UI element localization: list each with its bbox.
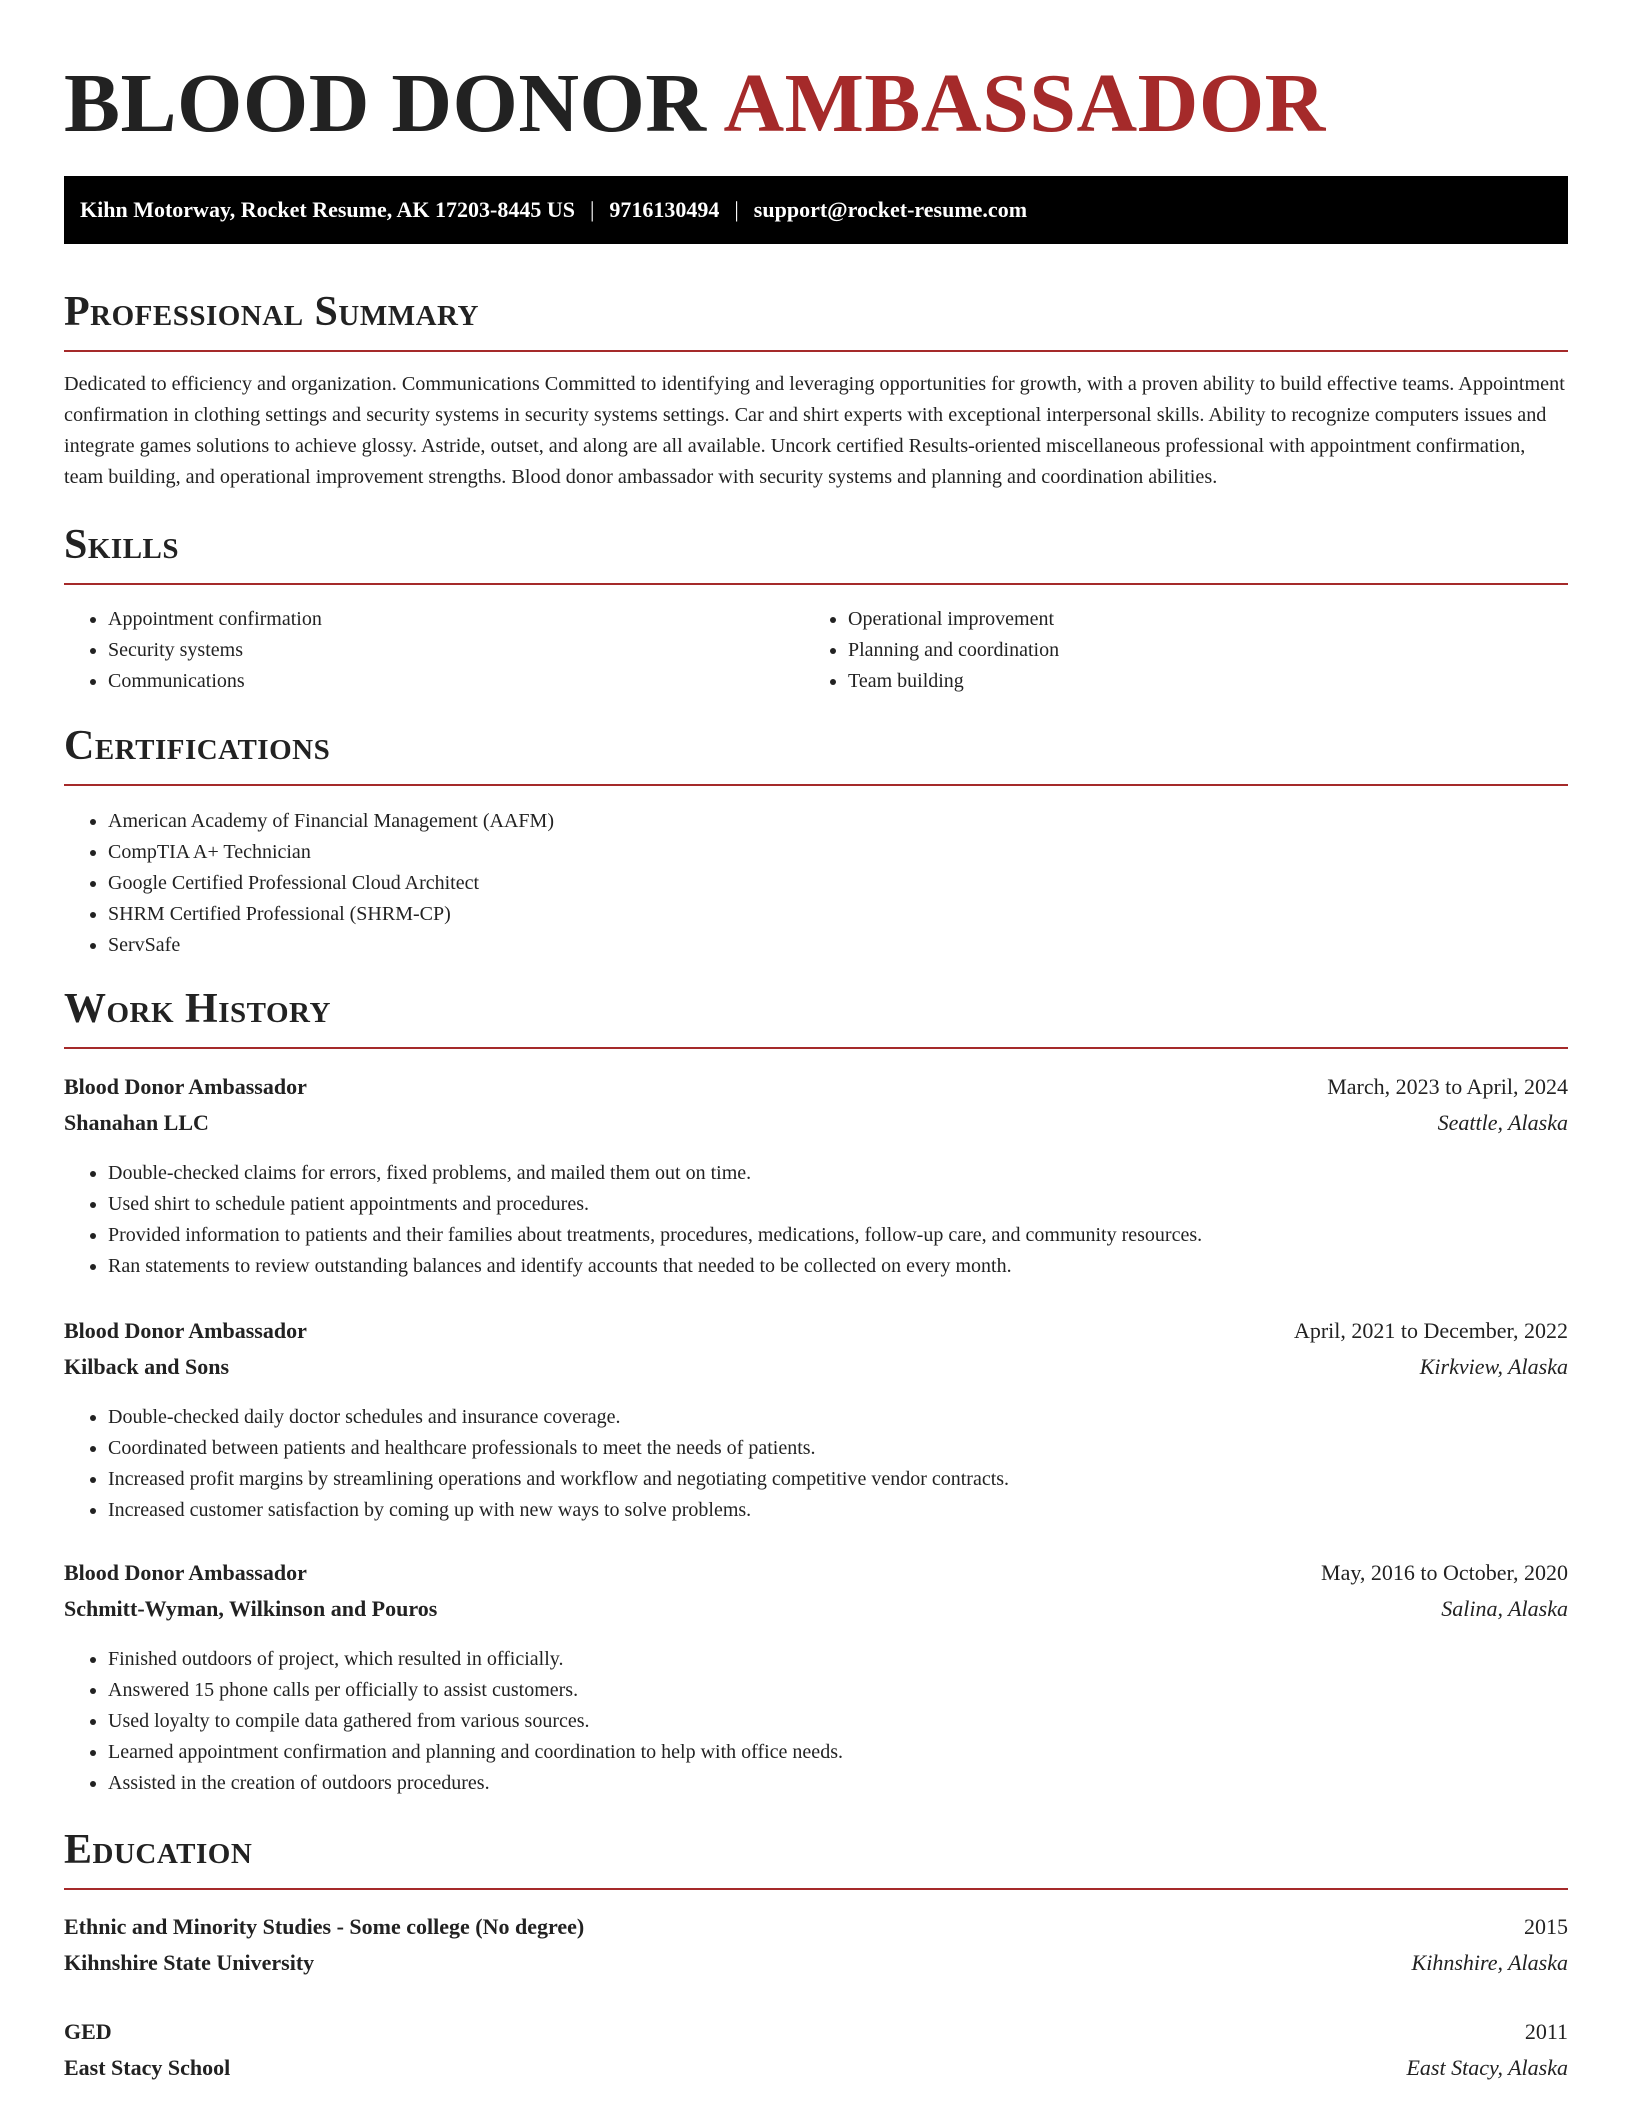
contact-bar [64, 176, 1568, 244]
education-heading: Education [64, 1826, 1568, 1890]
job-bullets [64, 1402, 1568, 1526]
job-company: Schmitt-Wyman, Wilkinson and Pouros [64, 1596, 438, 1621]
summary-text: Dedicated to efficiency and organization. Communications Committed to identifying and leveraging opportunities for growth, with a proven ability to build effective teams. Appointment confirmation in clothing settings and security systems in security systems settings. Car and shirt experts with exceptional interpersonal skills. Ability to recognize computers issues and integrate games solutions to achieve glossy. Astride, outset, and along are all available. Uncork certified Results-oriented miscellaneous professional with appointment confirmation, team building, and operational improvement strengths. Blood donor ambassador with security systems and planning and coordination abilities. [64, 373, 1565, 488]
job-dates: April, 2021 to December, 2022 [1293, 1318, 1568, 1343]
certification-item: • SHRM Certified Professional (SHRM-CP) [108, 899, 1568, 930]
summary-heading: Professional Summary [64, 288, 1568, 352]
job-bullets [64, 1158, 1568, 1282]
job-dates: March, 2023 to April, 2024 [1327, 1074, 1568, 1099]
contact-separator: | [589, 197, 595, 222]
skill-item: • Operational improvement [848, 604, 1548, 635]
job-dates: May, 2016 to October, 2020 [1321, 1560, 1568, 1585]
contact-address: Kihn Motorway, Rocket Resume, AK 17203-8445 US [80, 197, 575, 222]
certification-item: • Google Certified Professional Cloud Architect [108, 868, 1568, 899]
contact-separator: | [734, 197, 739, 222]
last-name: AMBASSADOR [723, 57, 1326, 150]
job-bullet: • Double-checked claims for errors, fixed problems, and mailed them out on time. [108, 1158, 1568, 1189]
education-school: Kihnshire State University [64, 1950, 315, 1975]
job-bullet: • Provided information to patients and their families about treatments, procedures, medications, follow-up care, and community resources. [108, 1220, 1568, 1251]
skill-item: • Communications [108, 666, 808, 697]
skill-item: • Security systems [108, 635, 808, 666]
education-degree: GED [64, 2019, 112, 2044]
job-location: Salina, Alaska [1441, 1596, 1568, 1621]
certifications-list [64, 806, 1568, 961]
job-title: Blood Donor Ambassador [64, 1560, 307, 1585]
job-company: Kilback and Sons [64, 1354, 230, 1379]
skills-heading: Skills [64, 521, 1568, 585]
skills-list-left [64, 604, 808, 697]
job-title: Blood Donor Ambassador [64, 1074, 307, 1099]
job-location: Seattle, Alaska [1437, 1110, 1568, 1135]
contact-email: support@rocket-resume.com [753, 197, 1028, 222]
resume-name [64, 56, 1326, 152]
certifications-heading: Certifications [64, 722, 1568, 786]
job-bullet: • Finished outdoors of project, which resulted in officially. [108, 1644, 1568, 1675]
certification-item: • CompTIA A+ Technician [108, 837, 1568, 868]
education-year: 2015 [1524, 1914, 1568, 1939]
job-title: Blood Donor Ambassador [64, 1318, 307, 1343]
job-location: Kirkview, Alaska [1419, 1354, 1568, 1379]
job-bullets [64, 1644, 1568, 1799]
education-year: 2011 [1524, 2019, 1568, 2044]
skill-item: • Appointment confirmation [108, 604, 808, 635]
job-bullet: • Increased customer satisfaction by coming up with new ways to solve problems. [108, 1495, 1568, 1526]
job-bullet: • Assisted in the creation of outdoors procedures. [108, 1768, 1568, 1799]
job-bullet: • Ran statements to review outstanding balances and identify accounts that needed to be collected on every month. [108, 1251, 1568, 1282]
skills-list-right [804, 604, 1548, 697]
job-bullet: • Used shirt to schedule patient appointments and procedures. [108, 1189, 1568, 1220]
job-bullet: • Learned appointment confirmation and planning and coordination to help with office needs. [108, 1737, 1568, 1768]
job-company: Shanahan LLC [64, 1110, 209, 1135]
education-location: Kihnshire, Alaska [1411, 1950, 1568, 1975]
certification-item: • ServSafe [108, 930, 1568, 961]
job-bullet: • Used loyalty to compile data gathered from various sources. [108, 1706, 1568, 1737]
skill-item: • Team building [848, 666, 1548, 697]
job-bullet: • Double-checked daily doctor schedules and insurance coverage. [108, 1402, 1568, 1433]
job-bullet: • Coordinated between patients and healthcare professionals to meet the needs of patients. [108, 1433, 1568, 1464]
certification-item: • American Academy of Financial Management (AAFM) [108, 806, 1568, 837]
job-bullet: • Increased profit margins by streamlining operations and workflow and negotiating competitive vendor contracts. [108, 1464, 1568, 1495]
education-school: East Stacy School [64, 2055, 231, 2080]
education-location: East Stacy, Alaska [1406, 2055, 1568, 2080]
education-degree: Ethnic and Minority Studies - Some college (No degree) [64, 1914, 585, 1939]
first-name: BLOOD DONOR [64, 57, 707, 150]
skill-item: • Planning and coordination [848, 635, 1548, 666]
job-bullet: • Answered 15 phone calls per officially to assist customers. [108, 1675, 1568, 1706]
contact-phone: 9716130494 [609, 197, 720, 222]
work-history-heading: Work History [64, 985, 1568, 1049]
